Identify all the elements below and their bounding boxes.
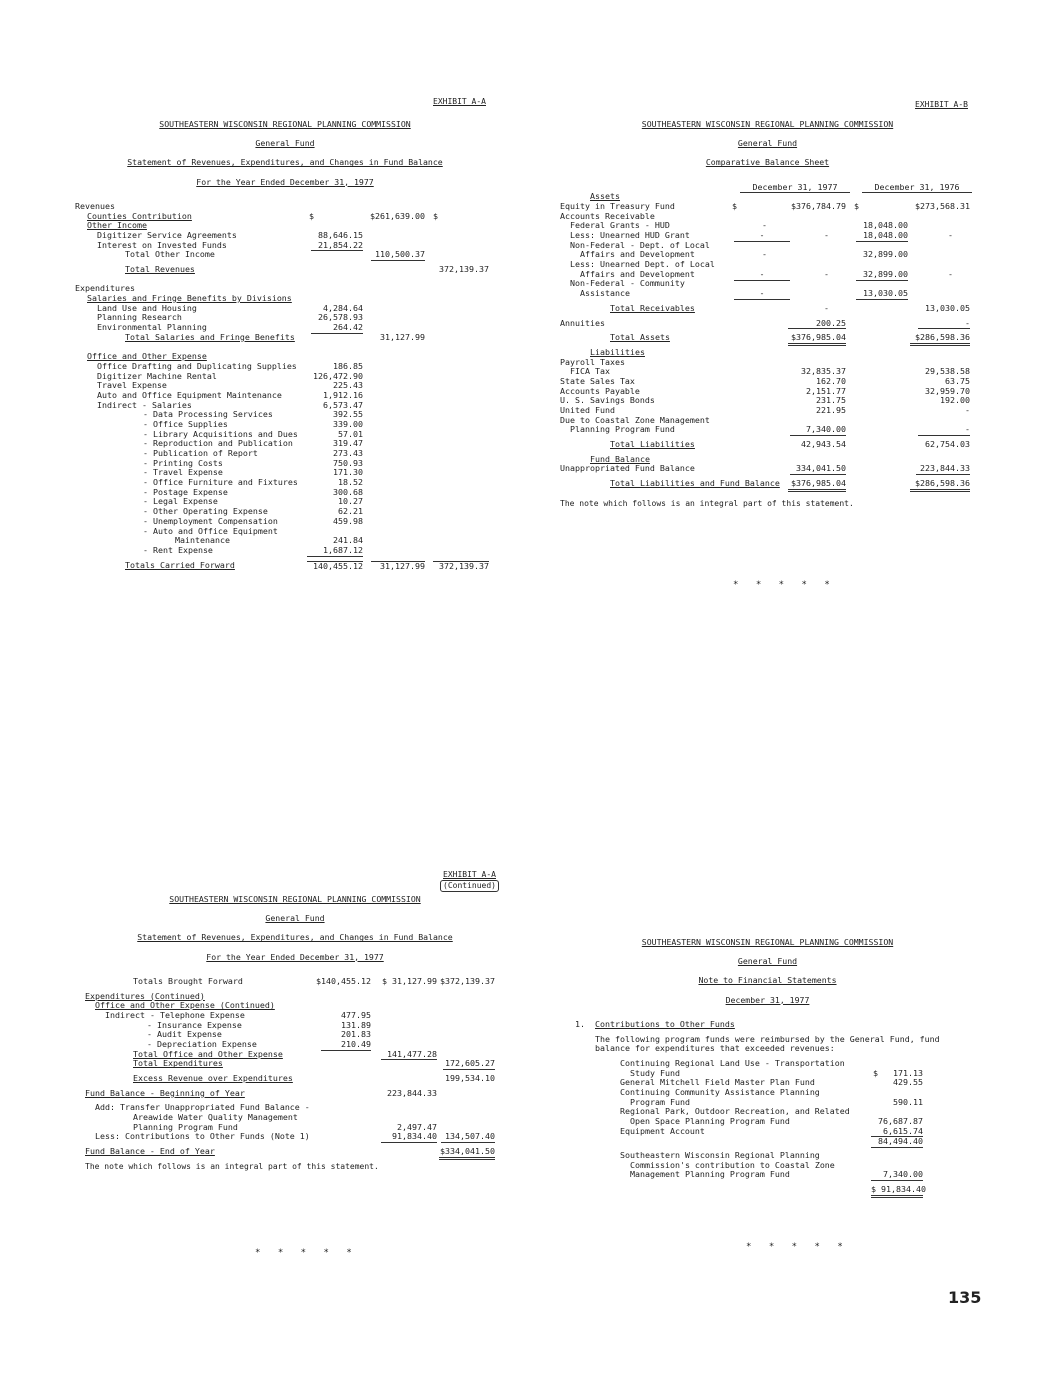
fund-title: General Fund <box>737 138 798 149</box>
stars-separator: * * * * * <box>255 1248 358 1258</box>
row-value: 2,151.77 <box>806 385 846 396</box>
row-label: Continuing Community Assistance Planning <box>620 1086 820 1097</box>
row-label: - Other Operating Expense <box>143 506 268 517</box>
table-row <box>75 517 495 527</box>
statement-title: Statement of Revenues, Expenditures, and Changes in Fund Balance <box>137 932 453 943</box>
period-title: For the Year Ended December 31, 1977 <box>206 951 384 962</box>
row-value: 13,030.05 <box>856 289 908 300</box>
row-label: Total Other Income <box>125 249 215 260</box>
table-row <box>75 488 495 498</box>
table-row <box>575 1088 935 1098</box>
item-number: 1. <box>575 1018 585 1029</box>
row-value: 231.75 <box>816 395 846 406</box>
row-label: Less: Contributions to Other Funds (Note 1) <box>95 1131 310 1142</box>
row-value: 32,959.70 <box>925 385 970 396</box>
row-label: Non-Federal - Community <box>570 278 685 289</box>
date-title: December 31, 1977 <box>725 994 810 1005</box>
row-value: 171.13 <box>893 1067 923 1078</box>
row-label: - Office Supplies <box>143 418 228 429</box>
table-row <box>75 546 495 556</box>
row-label: Program Fund <box>630 1096 690 1107</box>
row-label: Annuities <box>560 317 605 328</box>
row-value: 372,139.37 <box>433 561 489 572</box>
row-label: Planning Research <box>97 312 182 323</box>
row-value: 31,127.99 <box>380 331 425 342</box>
paragraph-line: The following program funds were reimbursed by the General Fund, fund <box>595 1033 940 1044</box>
row-value: 6,573.47 <box>323 399 363 410</box>
row-value: 459.98 <box>333 515 363 526</box>
row-label: Indirect - Salaries <box>97 399 192 410</box>
table-row <box>75 536 495 546</box>
row-value: $ 31,127.99 <box>382 975 437 986</box>
note-text: The note which follows is an integral part of this statement. <box>85 1161 379 1171</box>
row-value: 32,835.37 <box>801 366 846 377</box>
row-value: 223,844.33 <box>387 1087 437 1098</box>
row-label: Office Drafting and Duplicating Supplies <box>97 360 297 371</box>
row-value: 91,834.40 <box>381 1132 437 1143</box>
row-value: 32,899.00 <box>863 249 908 260</box>
row-label: Accounts Receivable <box>560 210 655 221</box>
row-label: Continuing Regional Land Use - Transportation <box>620 1057 845 1068</box>
row-value: 225.43 <box>333 380 363 391</box>
row-label: Equipment Account <box>620 1125 705 1136</box>
row-value: 186.85 <box>333 360 363 371</box>
row-label: Total Revenues <box>125 263 195 274</box>
note-text: The note which follows is an integral part of this statement. <box>560 498 854 508</box>
row-value: 300.68 <box>333 486 363 497</box>
table-row <box>75 410 495 420</box>
row-value: 210.49 <box>321 1040 371 1051</box>
row-label: - Depreciation Expense <box>147 1038 257 1049</box>
row-label: - Printing Costs <box>143 457 223 468</box>
section-heading: Assets <box>590 191 620 202</box>
currency-sign: $ <box>854 200 859 211</box>
row-value: 7,340.00 <box>790 425 846 436</box>
row-value: 134,507.40 <box>441 1132 495 1143</box>
exhibit-label <box>440 870 499 892</box>
fund-title: General Fund <box>265 913 325 924</box>
row-value: 62.21 <box>338 506 363 517</box>
row-value: 18,048.00 <box>856 231 908 242</box>
row-label: - Postage Expense <box>143 486 228 497</box>
table-row <box>75 497 495 507</box>
section-heading: Expenditures <box>75 283 135 294</box>
row-value: - <box>762 249 767 260</box>
row-value: 57.01 <box>338 428 363 439</box>
section-heading: Liabilities <box>590 346 645 357</box>
column-header: December 31, 1976 <box>862 183 972 194</box>
row-label: General Mitchell Field Master Plan Fund <box>620 1077 815 1088</box>
office-expense-list <box>75 362 495 556</box>
row-label: Add: Transfer Unappropriated Fund Balance - <box>95 1102 310 1113</box>
table-row <box>75 459 495 469</box>
row-value: 7,340.00 <box>871 1170 923 1181</box>
row-value: 171.30 <box>333 467 363 478</box>
row-value: 2,497.47 <box>397 1121 437 1132</box>
row-value: - <box>824 230 829 241</box>
row-value: - <box>824 302 829 313</box>
table-row <box>575 1127 935 1137</box>
row-label: Affairs and Development <box>580 249 695 260</box>
row-label: Office and Other Expense (Continued) <box>95 1000 275 1011</box>
row-value: $286,598.36 <box>910 479 970 492</box>
row-value: - <box>734 231 790 242</box>
period-title: For the Year Ended December 31, 1977 <box>196 176 374 187</box>
row-label: State Sales Tax <box>560 375 635 386</box>
row-value: 199,534.10 <box>445 1073 495 1083</box>
row-label: - Legal Expense <box>143 496 218 507</box>
table-row <box>575 1059 935 1069</box>
row-label: - Data Processing Services <box>143 409 273 420</box>
row-label: Non-Federal - Dept. of Local <box>570 239 710 250</box>
row-label: Payroll Taxes <box>560 356 625 367</box>
row-label: Auto and Office Equipment Maintenance <box>97 389 282 400</box>
row-value: 1,912.16 <box>323 389 363 400</box>
currency-sign: $ <box>732 200 737 211</box>
row-value: $273,568.31 <box>915 200 970 211</box>
exhibit-ab-panel <box>560 120 975 508</box>
row-label: Assistance <box>580 288 630 299</box>
exhibit-aa-continued-panel <box>85 895 505 1172</box>
row-value: 131.89 <box>341 1019 371 1030</box>
row-label: Totals Brought Forward <box>133 975 243 986</box>
row-value: - <box>918 319 970 330</box>
row-value: 110,500.37 <box>371 250 425 261</box>
stars-separator: * * * * * <box>733 580 836 590</box>
row-value: - <box>918 425 970 436</box>
fund-title: General Fund <box>737 956 798 967</box>
row-value: - <box>762 220 767 231</box>
row-value: 10.27 <box>338 496 363 507</box>
row-label: Total Salaries and Fringe Benefits <box>125 331 295 342</box>
liabilities-list <box>560 367 975 415</box>
row-label: Total Receivables <box>610 302 695 313</box>
page-number: 135 <box>948 1288 982 1307</box>
row-label: Fund Balance - Beginning of Year <box>85 1087 245 1098</box>
row-label: - Reproduction and Publication <box>143 438 293 449</box>
row-value: 264.42 <box>311 323 363 334</box>
row-value: 26,578.93 <box>318 312 363 323</box>
row-value: 221.95 <box>816 405 846 416</box>
row-value: 76,687.87 <box>878 1116 923 1126</box>
row-value: 126,472.90 <box>313 370 363 381</box>
row-value: 141,477.28 <box>381 1050 437 1061</box>
row-label: - Office Furniture and Fixtures <box>143 477 298 488</box>
row-label: Southeastern Wisconsin Regional Planning <box>620 1150 820 1161</box>
row-value: - <box>948 268 953 279</box>
row-label: - Publication of Report <box>143 448 258 458</box>
table-row <box>75 527 495 537</box>
table-row <box>75 449 495 459</box>
row-value: 140,455.12 <box>307 561 363 572</box>
row-label: Less: Unearned HUD Grant <box>570 230 690 241</box>
row-label: Planning Program Fund <box>133 1121 238 1132</box>
row-label: Due to Coastal Zone Management <box>560 414 710 425</box>
row-label: Equity in Treasury Fund <box>560 200 675 211</box>
row-label: - Rent Expense <box>143 544 213 555</box>
row-value: 590.11 <box>893 1096 923 1107</box>
row-value: $334,041.50 <box>439 1147 495 1160</box>
statement-title: Statement of Revenues, Expenditures, and Changes in Fund Balance <box>127 157 443 168</box>
row-label: Management Planning Program Fund <box>630 1169 790 1180</box>
row-label: - Library Acquisitions and Dues <box>143 428 298 439</box>
row-label: Counties Contribution <box>87 210 192 221</box>
row-label: Office and Other Expense <box>87 351 207 362</box>
row-label: Total Expenditures <box>133 1058 223 1069</box>
row-value: 372,139.37 <box>439 263 489 274</box>
row-value: 63.75 <box>945 375 970 386</box>
row-label: Salaries and Fringe Benefits by Divisions <box>87 293 292 303</box>
row-label: Total Liabilities and Fund Balance <box>610 478 780 489</box>
row-value: 4,284.64 <box>323 302 363 313</box>
org-title: SOUTHEASTERN WISCONSIN REGIONAL PLANNING COMMISSION <box>159 119 411 129</box>
paragraph-line: balance for expenditures that exceeded revenues: <box>595 1043 835 1054</box>
row-value: - <box>734 270 790 281</box>
row-value: $140,455.12 <box>316 975 371 986</box>
row-label: Unappropriated Fund Balance <box>560 463 695 474</box>
row-value: 429.55 <box>893 1077 923 1088</box>
row-value: $376,985.04 <box>788 333 846 346</box>
row-label: - Unemployment Compensation <box>143 515 278 526</box>
table-row <box>75 478 495 488</box>
exhibit-label: EXHIBIT A-B <box>915 100 968 109</box>
statement-title: Comparative Balance Sheet <box>705 157 830 168</box>
row-value: - <box>824 268 829 279</box>
row-value: 334,041.50 <box>790 464 846 475</box>
row-value: 339.00 <box>333 418 363 429</box>
org-title: SOUTHEASTERN WISCONSIN REGIONAL PLANNING COMMISSION <box>641 119 894 129</box>
total-value: $ 91,834.40 <box>871 1185 923 1198</box>
table-row <box>75 507 495 517</box>
row-label: Total Liabilities <box>610 439 695 450</box>
org-title: SOUTHEASTERN WISCONSIN REGIONAL PLANNING COMMISSION <box>641 937 894 947</box>
exhibit-aa-panel <box>75 120 495 570</box>
row-value: $286,598.36 <box>910 333 970 346</box>
row-value: - <box>965 405 970 416</box>
row-label: Interest on Invested Funds <box>97 239 227 250</box>
section-heading: Expenditures (Continued) <box>85 990 205 1001</box>
table-row <box>560 396 975 406</box>
row-label: - Travel Expense <box>143 467 223 478</box>
exhibit-label-text: EXHIBIT A-A <box>443 870 496 879</box>
row-value: 750.93 <box>333 457 363 468</box>
fund-title: General Fund <box>255 138 315 149</box>
row-label: Commission's contribution to Coastal Zone <box>630 1159 835 1170</box>
section-heading: Fund Balance <box>590 453 650 464</box>
row-value: 13,030.05 <box>925 302 970 313</box>
row-label: Digitizer Service Agreements <box>97 229 237 240</box>
row-label: Federal Grants - HUD <box>570 220 670 231</box>
row-label: Affairs and Development <box>580 268 695 279</box>
note-title: Note to Financial Statements <box>698 975 837 986</box>
item-title: Contributions to Other Funds <box>595 1018 735 1029</box>
row-label: Maintenance <box>175 535 230 546</box>
row-value: 477.95 <box>341 1009 371 1020</box>
row-label: - Auto and Office Equipment <box>143 525 278 536</box>
row-label: Less: Unearned Dept. of Local <box>570 259 715 270</box>
row-value: 223,844.33 <box>916 464 970 475</box>
row-label: Planning Program Fund <box>570 424 675 435</box>
row-value: 241.84 <box>333 535 363 546</box>
row-label: Environmental Planning <box>97 322 207 333</box>
row-value: 88,646.15 <box>318 229 363 240</box>
table-row <box>75 401 495 411</box>
row-value: 200.25 <box>788 319 846 330</box>
row-label: U. S. Savings Bonds <box>560 395 655 406</box>
row-value: 192.00 <box>940 395 970 406</box>
row-value: - <box>948 230 953 241</box>
row-value: $261,639.00 <box>370 210 425 221</box>
row-label: - Audit Expense <box>147 1029 222 1040</box>
row-label: Total Assets <box>610 332 670 343</box>
row-value: 18.52 <box>338 477 363 488</box>
row-label: Study Fund <box>630 1067 680 1078</box>
row-label: Regional Park, Outdoor Recreation, and Related <box>620 1106 850 1117</box>
row-value: 62,754.03 <box>925 439 970 450</box>
column-header: December 31, 1977 <box>740 183 850 194</box>
row-value: 42,943.54 <box>801 439 846 450</box>
row-label: Indirect - Telephone Expense <box>105 1009 245 1020</box>
row-label: Areawide Water Quality Management <box>133 1112 298 1123</box>
row-label: Digitizer Machine Rental <box>97 370 217 381</box>
row-label: Land Use and Housing <box>97 302 197 313</box>
row-label: Fund Balance - End of Year <box>85 1146 215 1157</box>
row-value: 392.55 <box>333 409 363 420</box>
row-value: 21,854.22 <box>311 241 363 252</box>
exhibit-label: EXHIBIT A-A <box>433 97 486 106</box>
row-value: - <box>734 289 790 300</box>
row-label: Travel Expense <box>97 380 167 391</box>
row-label: Excess Revenue over Expenditures <box>133 1073 293 1083</box>
row-label: United Fund <box>560 405 615 416</box>
row-value: 1,687.12 <box>307 546 363 557</box>
subtotal-value: 84,494.40 <box>871 1136 923 1148</box>
row-value: 162.70 <box>816 375 846 386</box>
row-value: 18,048.00 <box>863 220 908 231</box>
row-value: 31,127.99 <box>371 561 425 572</box>
row-value: 319.47 <box>333 438 363 449</box>
row-label: Other Income <box>87 220 147 231</box>
notes-panel <box>575 937 940 1195</box>
currency-sign: $ <box>873 1067 878 1078</box>
row-value: 273.43 <box>333 448 363 458</box>
row-label: - Insurance Expense <box>147 1019 242 1030</box>
table-row <box>75 439 495 449</box>
row-label: Accounts Payable <box>560 385 640 396</box>
row-value: 29,538.58 <box>925 366 970 377</box>
row-value: $372,139.37 <box>440 975 495 986</box>
stars-separator: * * * * * <box>746 1242 849 1252</box>
row-value: 172,605.27 <box>443 1059 495 1070</box>
row-value: 6,615.74 <box>871 1127 923 1138</box>
continued-label: (Continued) <box>440 880 499 892</box>
row-value: 201.83 <box>341 1029 371 1040</box>
section-heading: Revenues <box>75 200 115 211</box>
row-label: Open Space Planning Program Fund <box>630 1116 790 1126</box>
currency-sign: $ <box>309 210 314 221</box>
row-value: $376,784.79 <box>791 200 846 211</box>
row-label: Totals Carried Forward <box>125 559 235 570</box>
contribution-list <box>575 1059 935 1137</box>
row-label: FICA Tax <box>570 366 610 377</box>
row-value: 32,899.00 <box>856 270 908 281</box>
row-label: Total Office and Other Expense <box>133 1048 283 1059</box>
org-title: SOUTHEASTERN WISCONSIN REGIONAL PLANNING COMMISSION <box>169 894 421 904</box>
row-value: $376,985.04 <box>788 479 846 492</box>
currency-sign: $ <box>433 210 438 221</box>
